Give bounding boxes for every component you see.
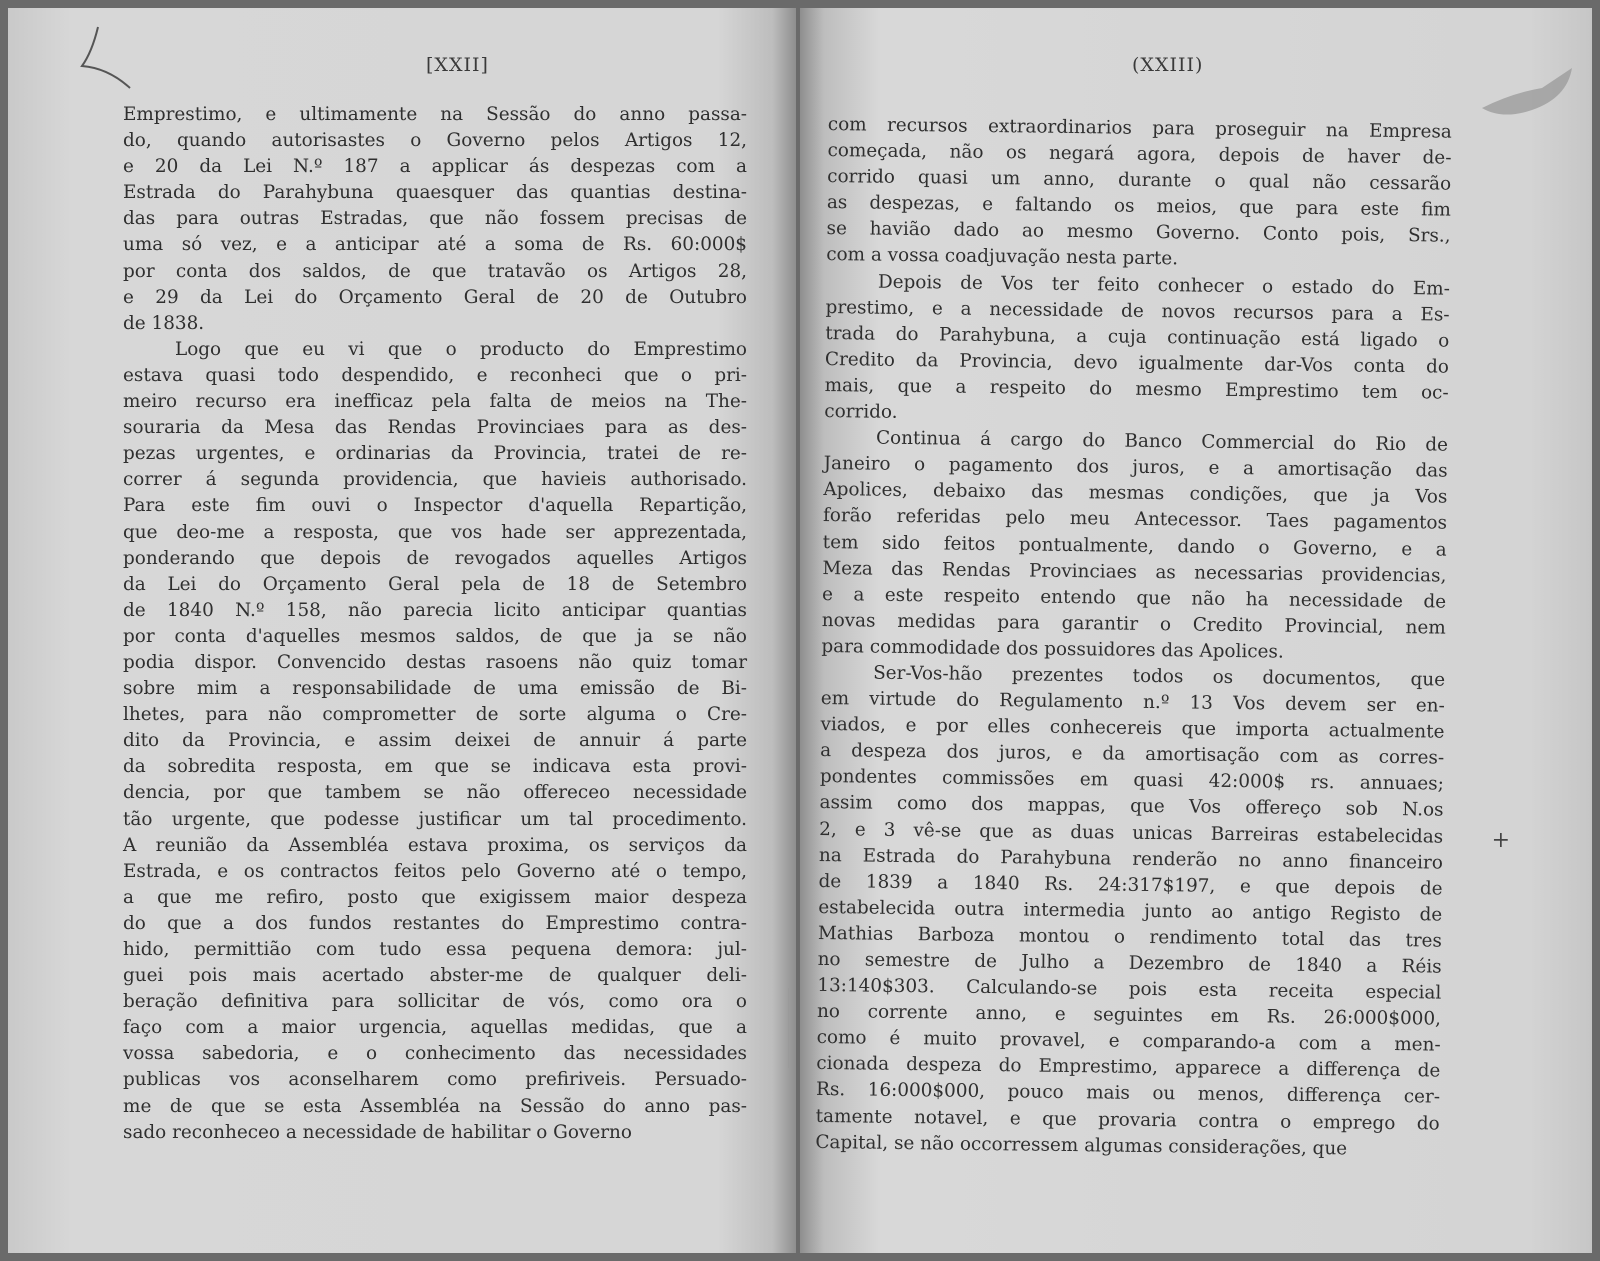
text-line: Logo que eu vi que o producto do Emprestimo [175, 338, 747, 360]
text-line: da Lei do Orçamento Geral pela de 18 de Setembro [123, 573, 747, 595]
text-line: Continua á cargo do Banco Commercial do Rio de [875, 427, 1449, 456]
text-line: vossa sabedoria, e o conhecimento das necessidades [123, 1043, 747, 1065]
text-line: me de que se esta Assembléa na Sessão do anno pas- [123, 1095, 747, 1117]
right-page [800, 8, 1592, 1253]
text-line: publicas vos aconselharem como prefiriveis. Persuado- [123, 1069, 747, 1091]
text-line: guei pois mais acertado abster-me de qualquer deli- [123, 965, 747, 987]
text-line: tem sido feitos pontualmente, dando o Governo, e a [822, 531, 1447, 561]
text-line: Emprestimo, e ultimamente na Sessão do anno passa- [123, 104, 747, 125]
text-line: faço com a maior urgencia, aquellas medidas, que a [123, 1017, 747, 1039]
text-line: souraria da Mesa das Rendas Provinciaes para as des- [123, 417, 747, 439]
text-line: novas medidas para garantir o Credito Provincial, nem [821, 609, 1446, 639]
text-line: por conta dos saldos, de que tratavão os Artigos 28, [123, 260, 747, 282]
page-number: [XXII] [426, 54, 489, 76]
text-line: Depois de Vos ter feito conhecer o estado do Em- [877, 271, 1451, 300]
text-line: Apolices, debaixo das mesmas condições, que ja Vos [823, 479, 1448, 508]
text-line: e 20 da Lei N.º 187 a applicar ás despezas com a [123, 156, 747, 178]
gutter-shadow [788, 988, 796, 1068]
text-line: viados, e por elles conhecereis que importa actualmente [820, 714, 1445, 743]
text-line: sobre mim a responsabilidade de uma emissão de Bi- [123, 678, 747, 700]
text-line: a que me refiro, posto que exigissem maior despeza [123, 886, 747, 908]
text-line: e 29 da Lei do Orçamento Geral de 20 de Outubro [123, 286, 747, 308]
corner-tear-icon [78, 22, 138, 92]
text-line: que deo-me a resposta, que vos hade ser apprezentada, [123, 521, 747, 543]
text-line: assim como dos mappas, que Vos offereço sob N.os [819, 792, 1444, 822]
text-line: lhetes, para não comprometter de sorte alguma o Cre- [123, 704, 747, 726]
text-line: de 1838. [123, 312, 205, 334]
text-line: pezas urgentes, e ordinarias da Provincia, tratei de re- [123, 443, 747, 465]
text-line: corrido. [824, 401, 898, 423]
text-line: podia dispor. Convencido destas rasoens não quiz tomar [123, 651, 747, 673]
text-line: da sobredita resposta, em que se indicava esta provi- [123, 756, 747, 778]
text-line: 13:140$303. Calculando-se pois esta receita especial [817, 975, 1442, 1004]
text-line: do, quando autorisastes o Governo pelos Artigos 12, [123, 130, 747, 152]
text-line: de 1839 a 1840 Rs. 24:317$197, e que depois de [818, 870, 1443, 900]
page-text [123, 102, 747, 1146]
text-line: tamente notavel, e que provaria contra o emprego do [815, 1105, 1440, 1135]
text-line: pondentes commissões em quasi 42:000$ rs. annuaes; [819, 766, 1444, 795]
margin-mark: + [1491, 828, 1510, 853]
text-line: Meza das Rendas Provinciaes as necessarias providencias, [822, 557, 1447, 587]
text-line: na Estrada do Parahybuna renderão no anno financeiro [818, 844, 1444, 874]
text-line: ponderando que depois de revogados aquelles Artigos [123, 547, 747, 569]
text-line: tão urgente, que podesse justificar um tal procedimento. [123, 808, 747, 830]
text-line: Credito da Provincia, devo igualmente dar-Vos conta do [824, 348, 1450, 378]
left-page [8, 8, 796, 1253]
text-line: Estrada, e os contractos feitos pelo Governo até o tempo, [123, 860, 747, 882]
text-line: corrido quasi um anno, durante o qual não cessarão [827, 166, 1452, 195]
text-line: forão referidas pelo meu Antecessor. Taes pagamentos [822, 505, 1448, 534]
text-line: estava quasi todo despendido, e reconheci que o pri- [123, 364, 747, 386]
text-line: do que a dos fundos restantes do Emprestimo contra- [123, 912, 747, 934]
text-line: de 1840 N.º 158, não parecia licito anticipar quantias [123, 599, 747, 621]
text-line: e a este respeito entendo que não ha necessidade de [821, 583, 1447, 613]
text-line: se havião dado ao mesmo Governo. Conto pois, Srs., [826, 218, 1451, 247]
text-line: A reunião da Assembléa estava proxima, os serviços da [123, 834, 747, 856]
text-line: sado reconheceo a necessidade de habilitar o Governo [123, 1121, 632, 1143]
text-line: Ser-Vos-hão prezentes todos os documentos, que [873, 662, 1446, 691]
text-line: como é muito provavel, e comparando-a com a men- [816, 1027, 1441, 1056]
text-line: Rs. 16:000$000, pouco mais ou menos, differença cer- [815, 1079, 1441, 1109]
text-line: Janeiro o pagamento dos juros, e a amortisação das [823, 453, 1448, 482]
text-line: das para outras Estradas, que não fossem precisas de [123, 208, 747, 230]
text-line: estabelecida outra intermedia junto ao antigo Registo de [818, 896, 1443, 926]
text-line: 2, e 3 vê-se que as duas unicas Barreiras estabelecidas [819, 818, 1444, 848]
text-line: hido, permittião com tudo essa pequena demora: jul- [123, 939, 747, 960]
text-line: em virtude do Regulamento n.º 13 Vos devem ser en- [820, 688, 1445, 717]
text-line: começada, não os negará agora, depois de haver de- [827, 140, 1452, 169]
text-line: correr á segunda providencia, que havieis authorisado. [123, 469, 747, 491]
text-line: com recursos extraordinarios para proseguir na Empresa [827, 113, 1452, 143]
text-line: Estrada do Parahybuna quaesquer das quantias destina- [123, 182, 747, 204]
text-line: Capital, se não occorressem algumas considerações, que [815, 1131, 1348, 1160]
text-line: para commodidade dos possuidores das Apolices. [821, 635, 1284, 663]
text-line: por conta d'aquelles mesmos saldos, de que ja se não [123, 625, 747, 647]
text-line: Mathias Barboza montou o rendimento total das tres [817, 922, 1443, 952]
text-line: as despezas, e faltando os meios, que para este fim [826, 192, 1451, 221]
text-line: no semestre de Julho a Dezembro de 1840 a Réis [817, 948, 1442, 978]
text-line: com a vossa coadjuvação nesta parte. [826, 244, 1179, 270]
text-line: beração definitiva para sollicitar de vós, como ora o [123, 991, 747, 1013]
text-line: cionada despeza do Emprestimo, apparece a differença de [816, 1053, 1441, 1082]
text-line: dencia, por que tambem se não offereceo necessidade [123, 782, 747, 804]
page-number: (XXIII) [1132, 54, 1204, 76]
corner-tear-icon [1472, 48, 1582, 138]
text-line: a despeza dos juros, e da amortisação com as corres- [820, 740, 1445, 769]
text-line: trada do Parahybuna, a cuja continuação está ligado o [825, 322, 1450, 352]
text-line: uma só vez, e a anticipar até a soma de Rs. 60:000$ [123, 234, 747, 256]
text-line: meiro recurso era inefficaz pela falta de meios na The- [123, 391, 747, 413]
text-line: Para este fim ouvi o Inspector d'aquella Repartição, [123, 495, 747, 517]
text-line: no corrente anno, e seguintes em Rs. 26:000$000, [816, 1001, 1442, 1030]
text-line: dito da Provincia, e assim deixei de annuir á parte [123, 730, 747, 752]
text-line: mais, que a respeito do mesmo Emprestimo tem oc- [824, 374, 1449, 404]
page-text [815, 112, 1452, 1163]
text-line: prestimo, e a necessidade de novos recursos para a Es- [825, 296, 1450, 326]
